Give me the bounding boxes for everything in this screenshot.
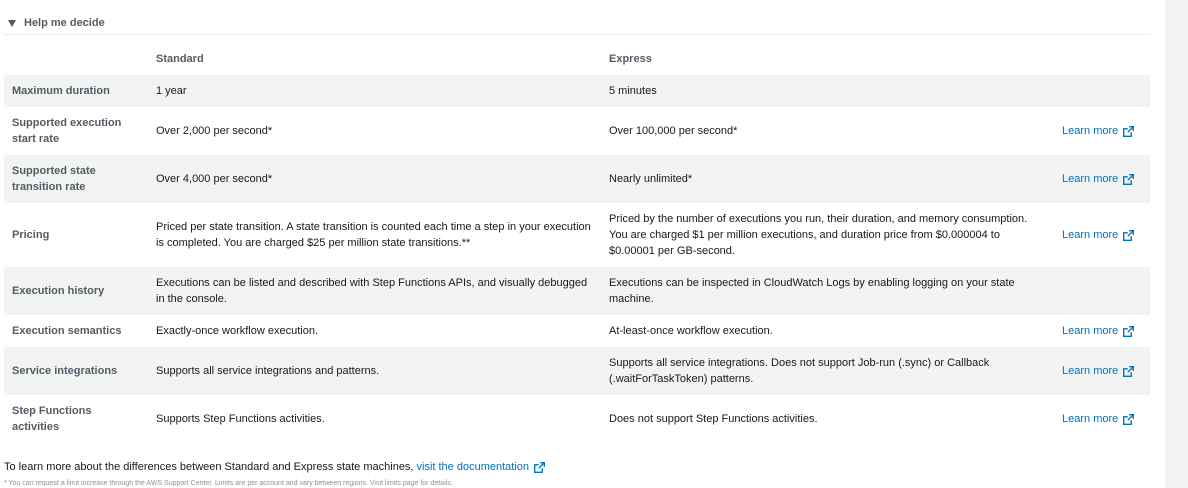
header-standard: Standard	[156, 53, 204, 65]
link-cell	[1054, 347, 1150, 395]
documentation-note-text: To learn more about the differences between Standard and Express state machines,	[4, 461, 414, 473]
express-cell: Executions can be inspected in CloudWatch Logs by enabling logging on your state machine.	[601, 267, 1054, 315]
express-cell: Supports all service integrations. Does not support Job-run (.sync) or Callback (.waitForTaskToken) patterns.	[601, 347, 1054, 395]
external-link-icon	[1123, 366, 1134, 377]
feature-cell: Supported execution start rate	[12, 117, 122, 145]
caret-down-icon	[8, 20, 16, 27]
standard-cell: Over 4,000 per second*	[148, 155, 601, 203]
learn-more-label: Learn more	[1062, 229, 1119, 241]
feature-cell: Pricing	[12, 229, 50, 241]
feature-cell: Execution semantics	[12, 325, 122, 337]
table-row	[4, 395, 1150, 443]
standard-cell: Over 2,000 per second*	[156, 125, 273, 137]
side-panel-gutter	[1166, 0, 1188, 488]
express-cell: Nearly unlimited*	[601, 155, 1054, 203]
table-row	[4, 155, 1150, 203]
feature-cell: Execution history	[4, 267, 148, 315]
standard-cell: Priced per state transition. A state transition is counted each time a step in your execution is completed. You are charged $25 per million state transitions.**	[156, 221, 591, 249]
learn-more-link[interactable]	[1062, 411, 1134, 427]
visit-documentation-link[interactable]	[417, 461, 546, 473]
feature-cell: Step Functions activities	[12, 405, 92, 433]
learn-more-label: Learn more	[1062, 325, 1119, 337]
learn-more-link[interactable]	[1062, 323, 1134, 339]
table-row	[4, 315, 1150, 347]
table-row	[4, 267, 1150, 315]
table-row	[4, 203, 1150, 267]
limits-footnote: * You can request a limit increase through the AWS Support Center. Limits are per account and vary between regions. Visit limits page for details.	[4, 480, 453, 487]
link-cell	[1054, 267, 1150, 315]
standard-cell: Supports Step Functions activities.	[156, 413, 325, 425]
external-link-icon	[1123, 414, 1134, 425]
feature-cell: Maximum duration	[4, 75, 148, 107]
learn-more-link[interactable]	[1062, 363, 1134, 379]
learn-more-link[interactable]	[1062, 227, 1134, 243]
table-header-row	[4, 43, 1150, 75]
express-cell: At-least-once workflow execution.	[609, 325, 773, 337]
link-cell	[1054, 155, 1150, 203]
express-cell: Does not support Step Functions activities.	[609, 413, 818, 425]
standard-cell: Executions can be listed and described with Step Functions APIs, and visually debugged in the console.	[148, 267, 601, 315]
external-link-icon	[1123, 326, 1134, 337]
external-link-icon	[1123, 230, 1134, 241]
feature-cell: Supported state transition rate	[4, 155, 148, 203]
table-row	[4, 347, 1150, 395]
standard-cell: Exactly-once workflow execution.	[156, 325, 319, 337]
link-cell	[1054, 395, 1150, 443]
link-cell	[1054, 203, 1150, 267]
learn-more-label: Learn more	[1062, 413, 1119, 425]
external-link-icon	[1123, 126, 1134, 137]
table-row	[4, 75, 1150, 107]
divider	[4, 34, 1150, 35]
express-cell: 5 minutes	[601, 75, 1054, 107]
standard-cell: 1 year	[148, 75, 601, 107]
help-me-decide-label: Help me decide	[24, 17, 105, 29]
header-link	[1054, 43, 1150, 75]
visit-documentation-label: visit the documentation	[416, 461, 530, 473]
learn-more-label: Learn more	[1062, 125, 1119, 137]
external-link-icon	[534, 462, 545, 473]
header-express: Express	[609, 53, 652, 65]
link-cell	[1054, 107, 1150, 155]
learn-more-link[interactable]	[1062, 123, 1134, 139]
learn-more-label: Learn more	[1062, 173, 1119, 185]
feature-cell: Service integrations	[4, 347, 148, 395]
standard-cell: Supports all service integrations and patterns.	[148, 347, 601, 395]
link-cell	[1054, 315, 1150, 347]
external-link-icon	[1123, 174, 1134, 185]
learn-more-label: Learn more	[1062, 365, 1119, 377]
express-cell: Over 100,000 per second*	[609, 125, 738, 137]
table-row	[4, 107, 1150, 155]
express-cell: Priced by the number of executions you run, their duration, and memory consumption. You are charged $1 per million executions, and duration price from $0.000004 to $0.00001 per GB-second.	[609, 213, 1028, 257]
documentation-note	[4, 461, 545, 473]
header-feature	[4, 43, 148, 75]
link-cell	[1054, 75, 1150, 107]
help-me-decide-toggle[interactable]	[8, 14, 105, 32]
learn-more-link[interactable]	[1062, 171, 1134, 187]
comparison-table	[4, 43, 1150, 443]
